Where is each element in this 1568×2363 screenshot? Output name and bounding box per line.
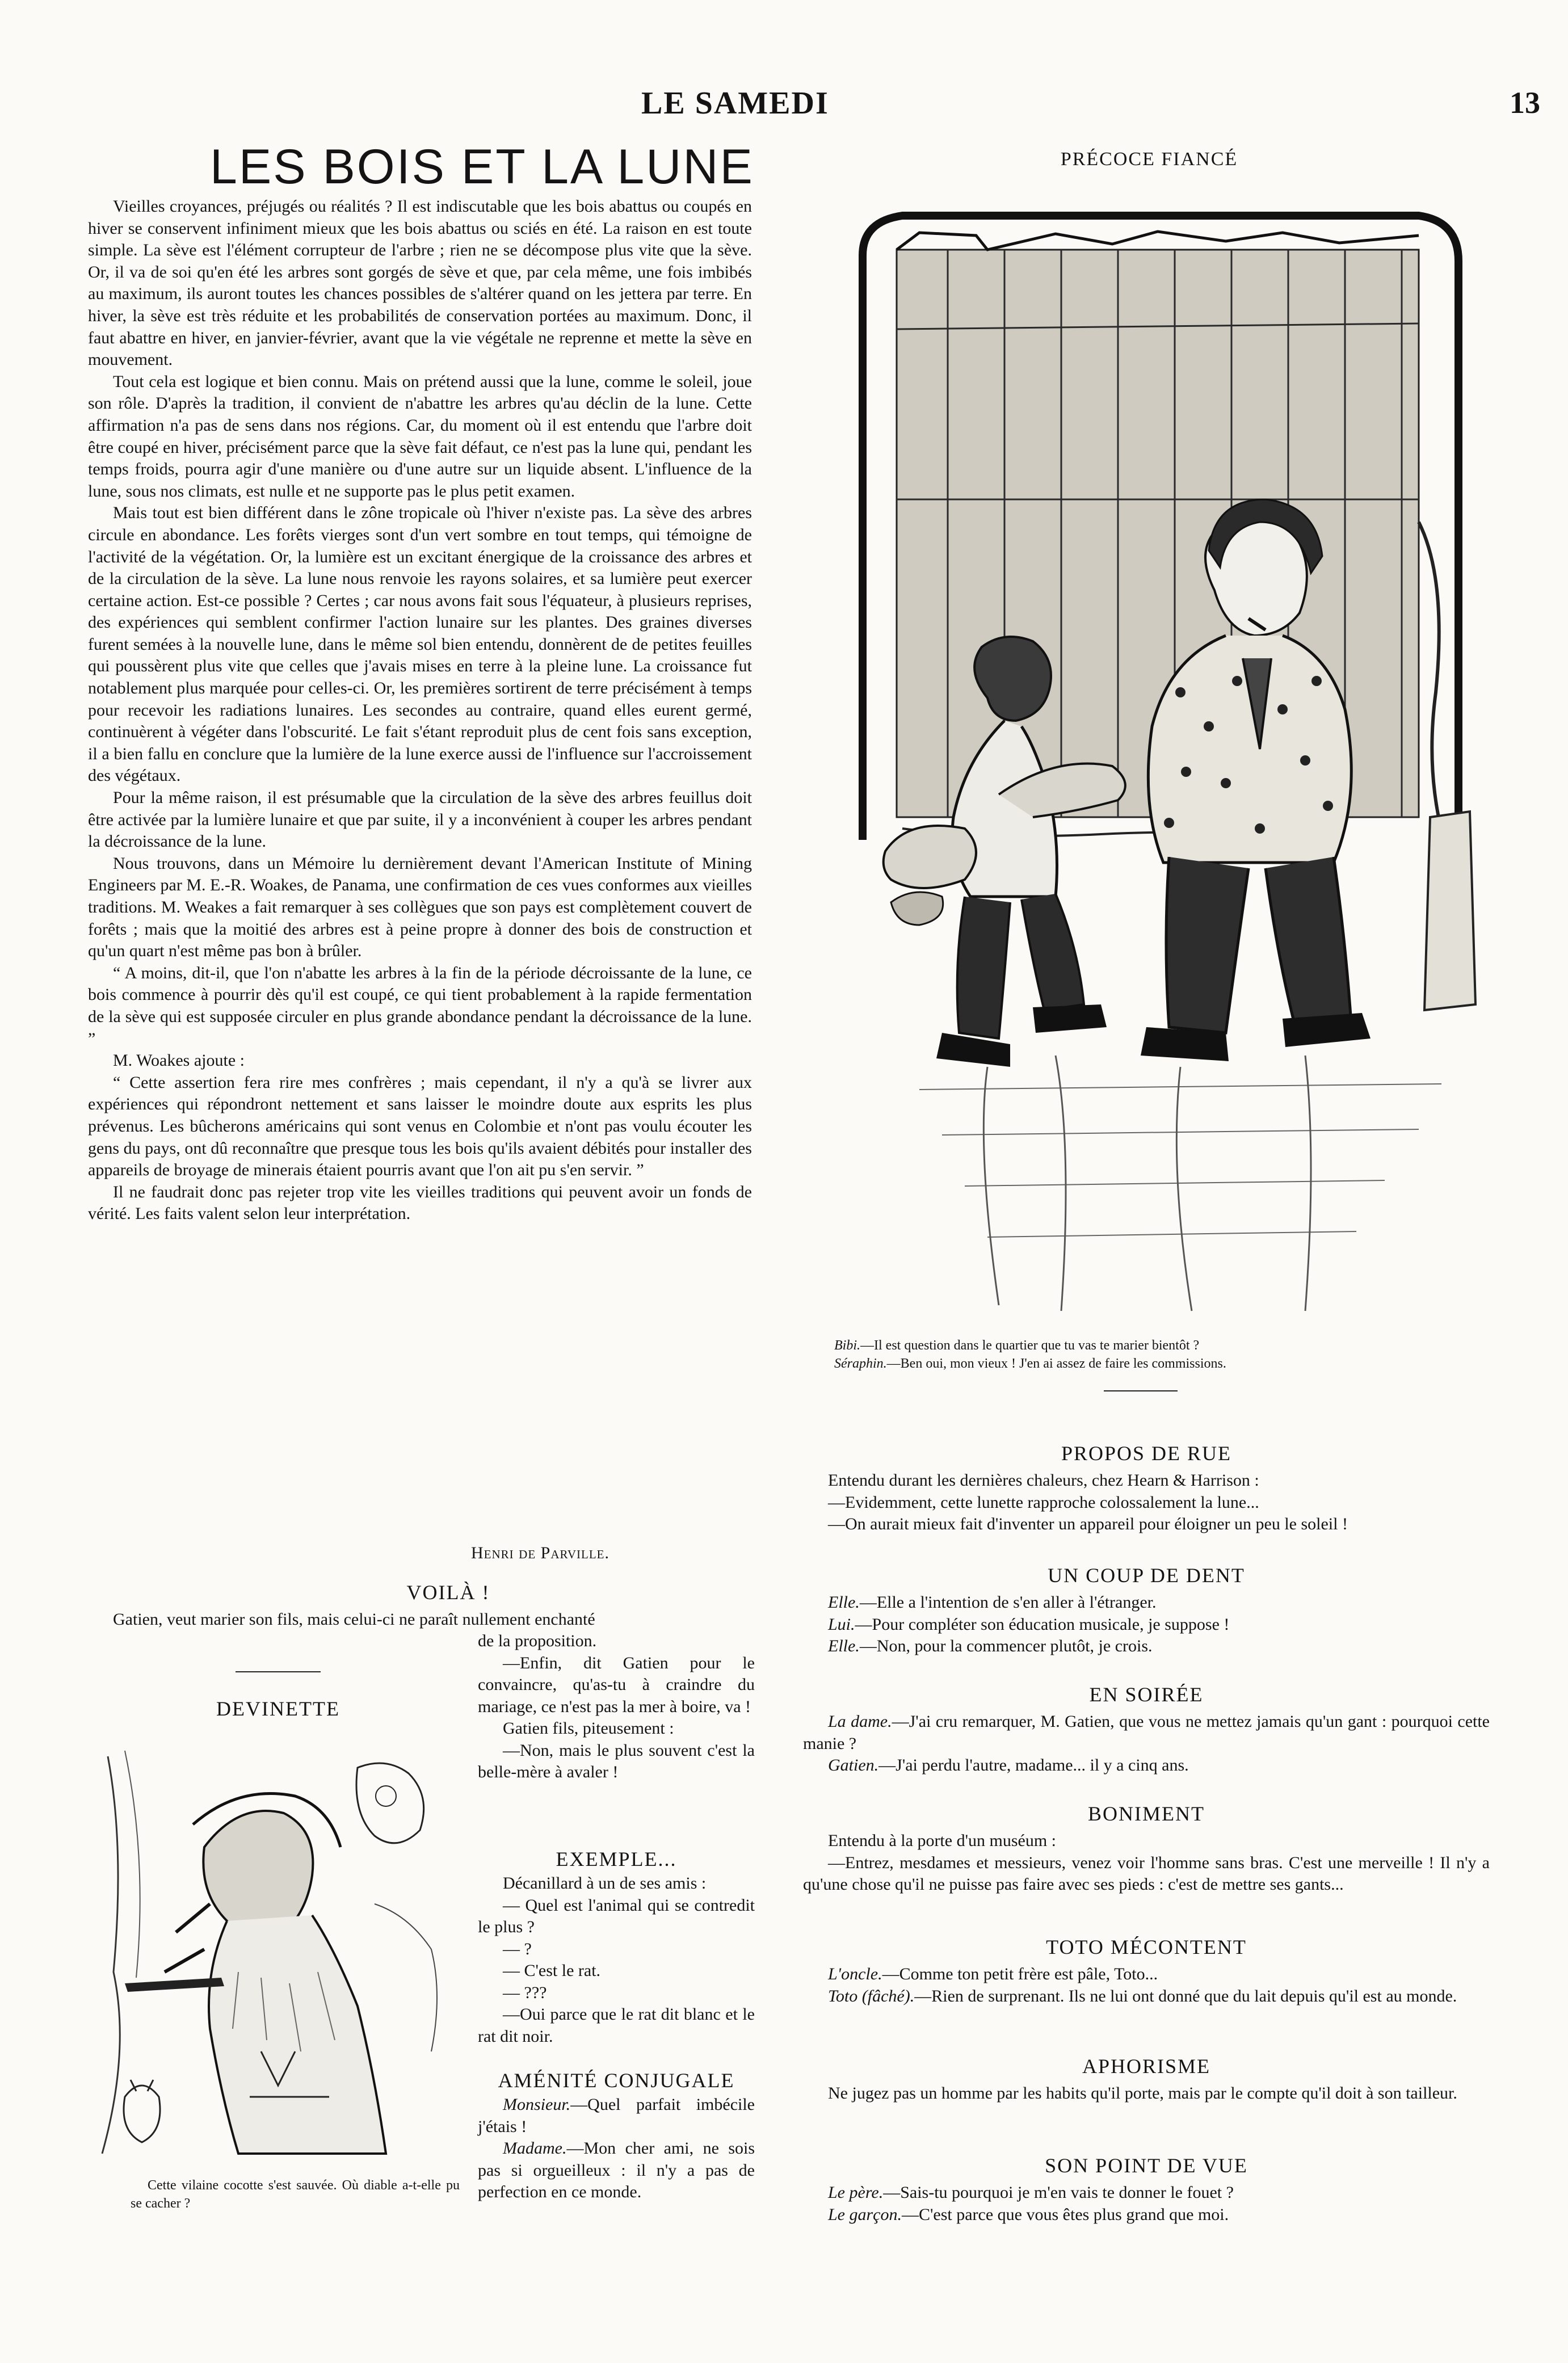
aphorisme-text: Ne jugez pas un homme par les habits qu'il porte, mais par le compte qu'il doit à son tailleur. — [828, 2084, 1457, 2103]
propos-text — [803, 1470, 1490, 1536]
voila-intro: Gatien, veut marier son fils, mais celui-ci ne paraît nullement enchanté — [113, 1610, 595, 1629]
soiree-text — [803, 1711, 1490, 1777]
pointdevue-speaker: Le garçon. — [828, 2205, 902, 2224]
amenite-line — [478, 2138, 755, 2204]
voila-line: —Non, mais le plus souvent c'est la belle-mère à avaler ! — [478, 1740, 755, 1781]
coupdedent-speaker: Lui. — [828, 1614, 855, 1634]
voila-continuation: de la proposition. — [478, 1632, 597, 1650]
toto-line — [803, 1986, 1490, 2008]
toto-speech: —Comme ton petit frère est pâle, Toto... — [882, 1965, 1158, 1983]
coupdedent-title: UN COUP DE DENT — [1048, 1564, 1245, 1587]
exemple-line: — ? — [503, 1939, 532, 1958]
amenite-line — [478, 2094, 755, 2138]
soiree-line — [803, 1711, 1490, 1755]
precoce-caption-line — [834, 1336, 1481, 1355]
exemple-line: — ??? — [503, 1983, 547, 2002]
precoce-speech: —Il est question dans le quartier que tu vas te marier bientôt ? — [860, 1338, 1200, 1353]
soiree-speaker: La dame. — [828, 1712, 892, 1731]
divider-rule — [1104, 1390, 1178, 1391]
devinette-illustration — [91, 1734, 460, 2165]
precoce-speech: —Ben oui, mon vieux ! J'en ai assez de faire les commissions. — [886, 1356, 1226, 1371]
coupdedent-speech: —Elle a l'intention de s'en aller à l'étranger. — [859, 1593, 1157, 1612]
devinette-title: DEVINETTE — [216, 1697, 340, 1720]
coupdedent-speech: —Non, pour la commencer plutôt, je crois. — [859, 1637, 1153, 1655]
coupdedent-speaker: Elle. — [828, 1593, 860, 1612]
toto-line — [803, 1963, 1490, 1986]
precoce-speaker: Séraphin. — [834, 1356, 887, 1371]
precoce-illustration — [817, 182, 1487, 1317]
soiree-speaker: Gatien. — [828, 1756, 879, 1775]
article-paragraph: “ A moins, dit-il, que l'on n'abatte les arbres à la fin de la période décroissante de la lune, ce bois commence à pourrir dès qu'il est coupé, ce qui tient probablement à la rapide fermentation de la sève qui est supposée circuler en plus grande abondance pendant la décroissance de la lune. ” — [88, 963, 752, 1048]
coupdedent-line — [803, 1592, 1490, 1614]
pointdevue-line — [803, 2204, 1490, 2226]
exemple-line: — C'est le rat. — [503, 1961, 601, 1980]
amenite-text — [478, 2094, 755, 2204]
boniment-text — [803, 1830, 1490, 1896]
voila-text — [478, 1630, 755, 1784]
propos-title: PROPOS DE RUE — [1061, 1442, 1232, 1465]
article-paragraph: Il ne faudrait donc pas rejeter trop vite les vieilles traditions qui peuvent avoir un fonds de vérité. Les faits valent selon leur interprétation. — [88, 1182, 752, 1223]
coupdedent-text — [803, 1592, 1490, 1658]
precoce-caption-line — [834, 1355, 1481, 1373]
article-paragraph: M. Woakes ajoute : — [113, 1051, 245, 1070]
exemple-text — [478, 1873, 755, 2047]
aphorisme-title: APHORISME — [1082, 2055, 1211, 2078]
toto-text — [803, 1963, 1490, 2007]
propos-line: Entendu durant les dernières chaleurs, chez Hearn & Harrison : — [828, 1471, 1259, 1490]
page-number: 13 — [1510, 86, 1540, 120]
toto-speaker: L'oncle. — [828, 1965, 882, 1983]
coupdedent-speaker: Elle. — [828, 1637, 860, 1655]
toto-title: TOTO MÉCONTENT — [1046, 1936, 1247, 1958]
exemple-line: —Oui parce que le rat dit blanc et le rat dit noir. — [478, 2005, 755, 2046]
devinette-caption: Cette vilaine cocotte s'est sauvée. Où diable a-t-elle pu se cacher ? — [131, 2178, 460, 2211]
article-signature: Henri de Parville. — [471, 1544, 609, 1562]
pointdevue-speaker: Le père. — [828, 2183, 884, 2202]
pointdevue-title: SON POINT DE VUE — [1045, 2154, 1248, 2177]
article-paragraph: Mais tout est bien différent dans le zône tropicale où l'hiver n'existe pas. La sève des arbres circule en abondance. Les forêts vierges sont d'un vert sombre en tout temps, qui témoigne de l'activité de la végétation. Or, la lumière est un excitant énergique de la croissance des arbres et de la circulation de la sève. La lune nous renvoie les rayons solaires, et sa lumière peut exercer certaine action. Est-ce possible ? Certes ; car nous avons fait sous l'équateur, à plusieurs reprises, des expériences qui semblent confirmer l'action lunaire sur les plantes. Des graines diverses furent semées à la nouvelle lune, dans le même sol bien entendu, donnèrent de de petites feuilles qui poussèrent plus vite que celles que j'avais mises en terre à la pleine lune. La croissance fut notablement plus marquée pour celles-ci. Or, les premières sortirent de terre précisément à temps pour recevoir les radiations lunaires. Les secondes au contraire, quand elles eurent germé, continuèrent à végéter dans l'obscurité. Le fait s'étant reproduit plus de cent fois sans exception, il a bien fallu en conclure que la lumière de la lune exerce aussi de l'influence sur l'accroissement des végétaux. — [88, 503, 752, 785]
soiree-speech: —J'ai perdu l'autre, madame... il y a cinq ans. — [878, 1756, 1189, 1775]
article-paragraph: Tout cela est logique et bien connu. Mais on prétend aussi que la lune, comme le soleil, joue son rôle. D'après la tradition, il convient de n'abattre les arbres qu'au déclin de la lune. Cette affirmation n'a pas de sens dans nos régions. Car, du moment où il est entendu que l'arbre doit être coupé en hiver, précisément parce que la sève fait défaut, ce n'est pas la lune qui, pendant les temps froids, pourra agir d'une manière ou d'une autre sur un liquide absent. L'influence de la lune, sous nos climats, est nulle et ne supporte pas le plus petit examen. — [88, 372, 752, 501]
article-title: LES BOIS ET LA LUNE — [210, 140, 754, 194]
pointdevue-line — [803, 2182, 1490, 2204]
voila-line: Gatien fils, piteusement : — [503, 1719, 674, 1738]
boniment-line: Entendu à la porte d'un muséum : — [828, 1831, 1056, 1850]
amenite-speaker: Madame. — [503, 2139, 567, 2158]
coupdedent-line — [803, 1614, 1490, 1636]
amenite-speech: —Mon cher ami, ne sois pas si orgueilleux : il n'y a pas de perfection en ce monde. — [478, 2139, 755, 2201]
amenite-speech: —Quel parfait imbécile j'étais ! — [478, 2095, 755, 2136]
precoce-speaker: Bibi. — [834, 1338, 860, 1353]
boniment-line: —Entrez, mesdames et messieurs, venez voir l'homme sans bras. C'est une merveille ! Il n'y a qu'une chose qu'il ne puisse pas faire avec ses pieds : c'est de mettre ses gants... — [803, 1853, 1490, 1894]
voila-line: —Enfin, dit Gatien pour le convaincre, qu'as-tu à craindre du mariage, ce n'est pas la mer à boire, va ! — [478, 1653, 755, 1716]
voila-title: VOILÀ ! — [406, 1581, 490, 1604]
precoce-caption — [834, 1336, 1481, 1373]
exemple-title: EXEMPLE... — [556, 1848, 677, 1870]
article-body — [88, 196, 752, 1225]
propos-line: —On aurait mieux fait d'inventer un appareil pour éloigner un peu le soleil ! — [828, 1515, 1348, 1533]
divider-rule — [236, 1671, 321, 1672]
soiree-title: EN SOIRÉE — [1089, 1683, 1204, 1706]
exemple-line: — Quel est l'animal qui se contredit le plus ? — [478, 1895, 755, 1936]
pointdevue-text — [803, 2182, 1490, 2226]
coupdedent-line — [803, 1635, 1490, 1658]
propos-line: —Evidemment, cette lunette rapproche colossalement la lune... — [828, 1492, 1259, 1512]
soiree-speech: —J'ai cru remarquer, M. Gatien, que vous ne mettez jamais qu'un gant : pourquoi cette manie ? — [803, 1712, 1490, 1753]
coupdedent-speech: —Pour compléter son éducation musicale, je suppose ! — [855, 1614, 1230, 1634]
article-paragraph: Nous trouvons, dans un Mémoire lu dernièrement devant l'American Institute of Mining Engineers par M. E.-R. Woakes, de Panama, une confirmation de ces vues conformes aux vieilles traditions. M. Weakes a fait remarquer à ses collègues que son pays est complètement couvert de forêts ; mais que la moitié des arbres est à peine propre à donner des bois de construction et qu'un quart n'est même pas bon à brûler. — [88, 853, 752, 961]
article-paragraph: Vieilles croyances, préjugés ou réalités ? Il est indiscutable que les bois abattus ou coupés en hiver se conservent infiniment mieux que les bois abattus ou sciés en été. La raison en est toute simple. La sève est l'élément corrupteur de l'arbre ; rien ne se décompose plus vite que la sève. Or, il va de soi qu'en été les arbres sont gorgés de sève et que, par cela même, une fois imbibés au maximum, ils auront toutes les chances possibles de s'altérer quand on les jettera par terre. En hiver, la sève est très réduite et les probabilités de conservation portées au maximum. Donc, il faut abattre en hiver, en janvier-février, avant que la vie végétale ne reprenne et mette la sève en mouvement. — [88, 197, 752, 369]
pointdevue-speech: —Sais-tu pourquoi je m'en vais te donner le fouet ? — [883, 2183, 1234, 2202]
pointdevue-speech: —C'est parce que vous êtes plus grand que moi. — [902, 2205, 1229, 2224]
toto-speech: —Rien de surprenant. Ils ne lui ont donné que du lait depuis qu'il est au monde. — [914, 1986, 1457, 2005]
exemple-line: Décanillard à un de ses amis : — [503, 1874, 707, 1893]
amenite-title: AMÉNITÉ CONJUGALE — [498, 2069, 735, 2092]
masthead: LE SAMEDI — [641, 86, 829, 121]
boniment-title: BONIMENT — [1088, 1802, 1205, 1825]
toto-speaker: Toto (fâché). — [828, 1986, 915, 2005]
article-paragraph: “ Cette assertion fera rire mes confrères ; mais cependant, il n'y a qu'à se livrer aux expériences qui répondront nettement et sans laisser le moindre doute aux esprits les plus prévenus. Les bûcherons américains qui sont venus en Colombie et n'ont pas voulu écouter les gens du pays, ont dû reconnaître que presque tous les bois qu'ils avaient débités pour installer des appareils de broyage de minerais étaient pourris avant que l'on ait pu s'en servir. ” — [88, 1073, 752, 1180]
article-paragraph: Pour la même raison, il est présumable que la circulation de la sève des arbres feuillus doit être activée par la lumière lunaire et que par suite, il y a inconvénient à couper les arbres pendant la décroissance de la lune. — [88, 788, 752, 851]
soiree-line — [803, 1755, 1490, 1777]
precoce-title: PRÉCOCE FIANCÉ — [1060, 149, 1238, 170]
amenite-speaker: Monsieur. — [503, 2095, 571, 2114]
